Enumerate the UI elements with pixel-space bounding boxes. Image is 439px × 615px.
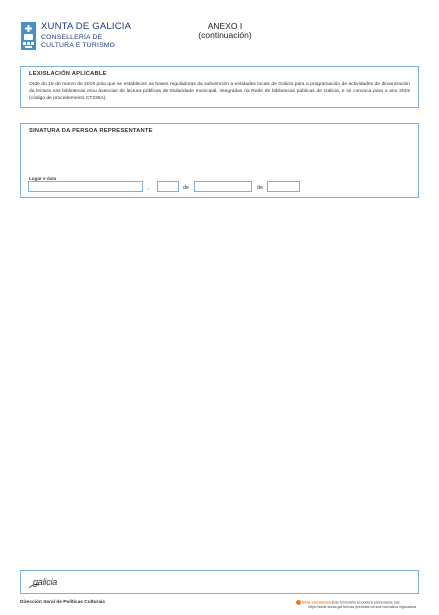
comma-separator: , [148,185,150,191]
xunta-logo-icon [21,22,36,50]
sede-url[interactable]: https://sede.xunta.gal [308,605,343,609]
org-subtitle-line2: CULTURA E TURISMO [41,41,116,49]
annex-heading [180,22,270,40]
month-input[interactable] [194,181,252,192]
org-header [41,22,131,49]
day-input[interactable] [157,181,179,192]
de-separator-2: de [257,185,264,191]
signature-title: SINATURA DA PERSOA REPRESENTANTE [29,128,153,134]
legislation-text: Orde do 15 de marzo de 2019 pola que se establecen as bases reguladoras da subvención a entidades locais de Galicia para a programación de actividades de dinamización da lectura nas bibliotecas e/ou axencias de lectura públicas de titularidade municipal, integradas na Rede de bibliotecas públicas de Galicia, e se convoca para o ano 2019 (código de procedemento CT236A). [29,82,410,101]
galicia-swoosh-icon [29,583,39,589]
annex-title: ANEXO I [207,21,243,31]
footer-logo-box [20,570,419,594]
sede-logo-icon [296,600,301,605]
place-date-label: Lugar e data [29,176,57,181]
legislation-section [20,66,419,108]
org-title: XUNTA DE GALICIA [41,21,132,32]
sede-brand: Sede electrónica [302,600,331,605]
org-subtitle-line1: CONSELLERÍA DE [41,34,103,41]
place-input[interactable] [28,181,143,192]
signature-section [20,123,419,198]
galicia-logo [33,577,57,587]
legislation-title: LEXISLACIÓN APLICABLE [29,71,107,77]
sede-text-line2: formas previstas na súa normativa reguladora [343,605,417,609]
year-input[interactable] [267,181,300,192]
department-name: Dirección Xeral de Políticas Culturais [20,600,106,605]
de-separator-1: de [183,185,190,191]
sede-notice [296,600,420,609]
galicia-logo-text: galicia [33,577,58,587]
annex-subtitle: (continuación) [198,30,252,40]
sede-text-line1: Este formulario só poderá presentarse nas [331,600,400,605]
